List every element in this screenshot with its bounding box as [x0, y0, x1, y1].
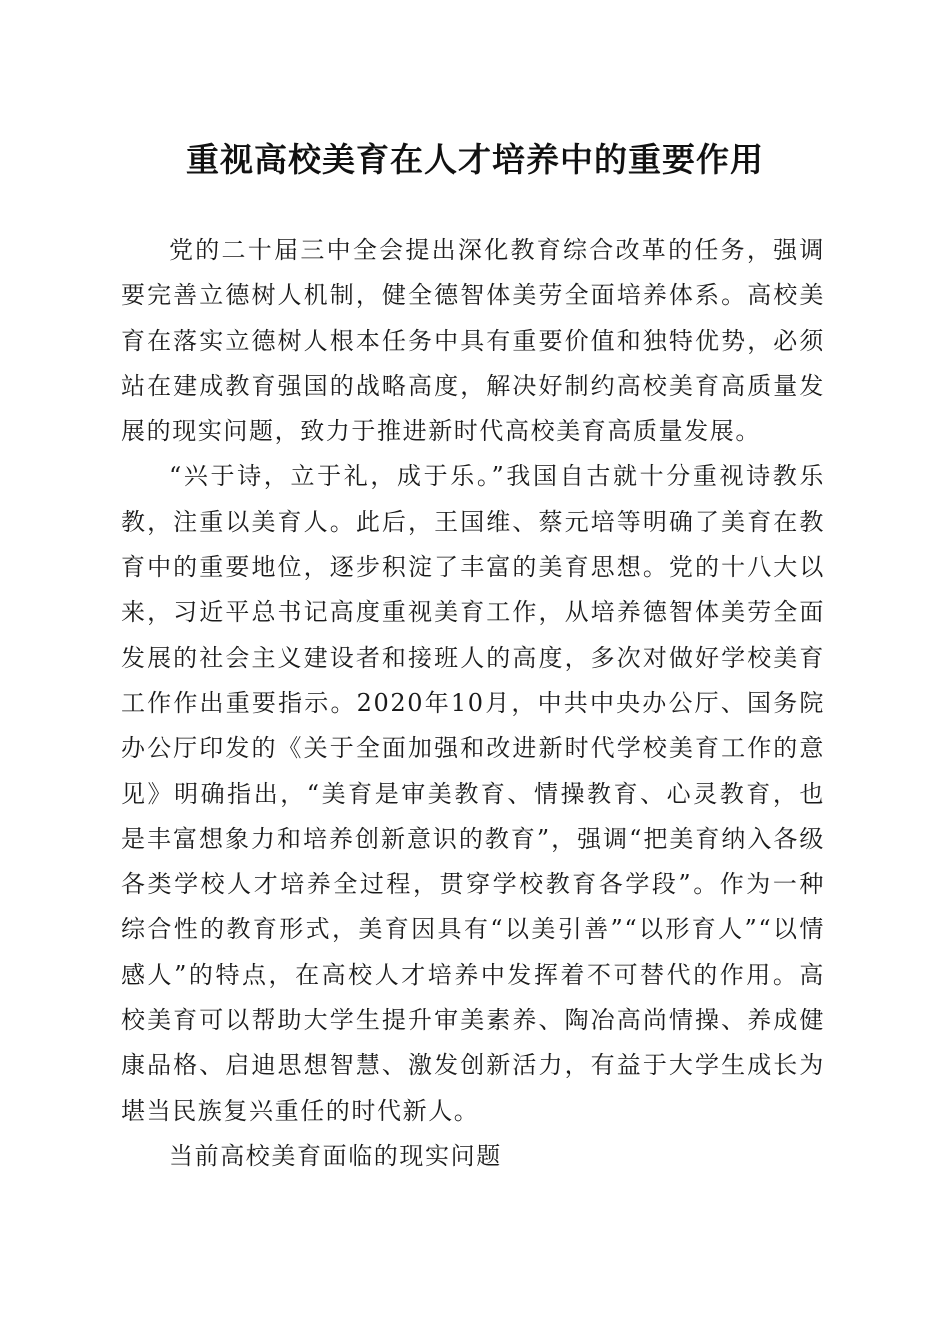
document-body — [121, 228, 825, 1179]
section-heading: 当前高校美育面临的现实问题 — [169, 1141, 502, 1170]
document-title: 重视高校美育在人才培养中的重要作用 — [186, 140, 764, 179]
paragraph-intro: 党的二十届三中全会提出深化教育综合改革的任务，强调要完善立德树人机制，健全德智体美劳全面培养体系。高校美育在落实立德树人根本任务中具有重要价值和独特优势，必须站在建成教育强国的战略高度，解决好制约高校美育高质量发展的现实问题，致力于推进新时代高校美育高质量发展。 — [121, 236, 825, 446]
paragraph-history: “兴于诗，立于礼，成于乐。”我国自古就十分重视诗教乐教，注重以美育人。此后，王国维、蔡元培等明确了美育在教育中的重要地位，逐步积淀了丰富的美育思想。党的十八大以来，习近平总书记高度重视美育工作，从培养德智体美劳全面发展的社会主义建设者和接班人的高度，多次对做好学校美育工作作出重要指示。2020年10月，中共中央办公厅、国务院办公厅印发的《关于全面加强和改进新时代学校美育工作的意见》明确指出，“美育是审美教育、情操教育、心灵教育，也是丰富想象力和培养创新意识的教育”，强调“把美育纳入各级各类学校人才培养全过程，贯穿学校教育各学段”。作为一种综合性的教育形式，美育因具有“以美引善”“以形育人”“以情感人”的特点，在高校人才培养中发挥着不可替代的作用。高校美育可以帮助大学生提升审美素养、陶冶高尚情操、养成健康品格、启迪思想智慧、激发创新活力，有益于大学生成长为堪当民族复兴重任的时代新人。 — [121, 462, 825, 1125]
